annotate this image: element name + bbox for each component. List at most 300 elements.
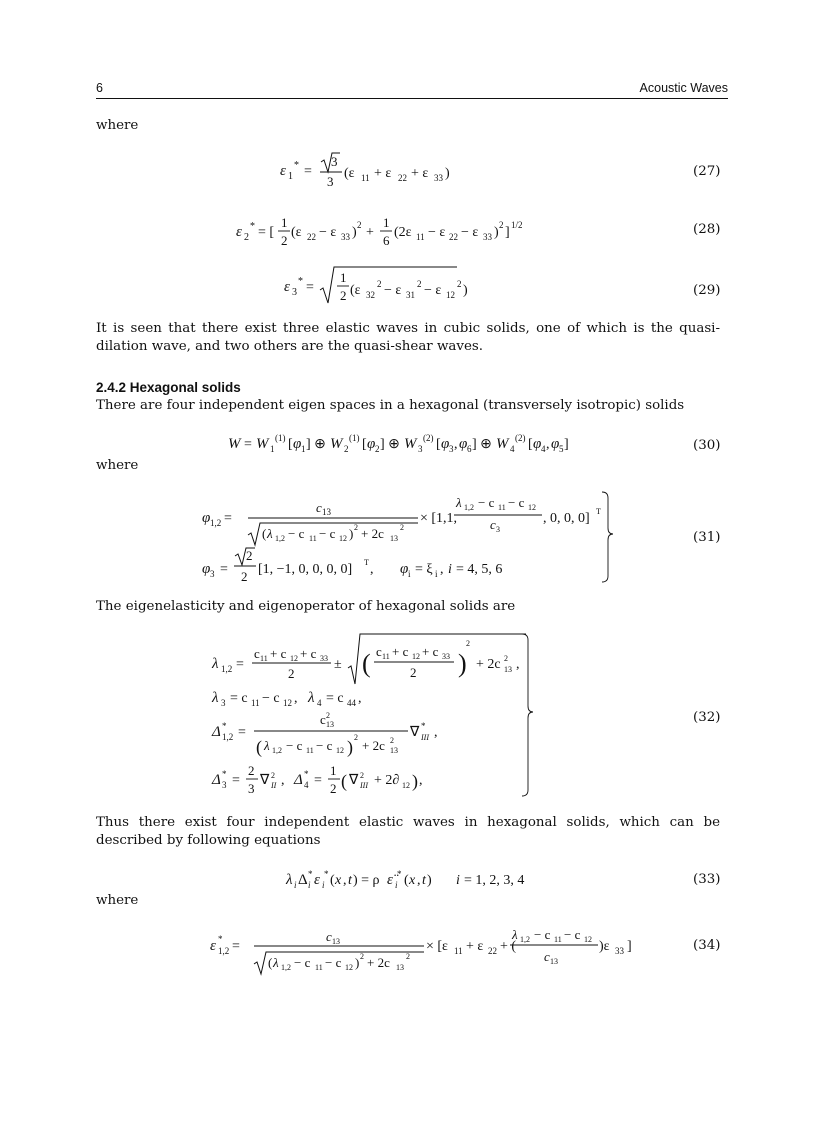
svg-text:Δ: Δ — [212, 724, 221, 740]
svg-text:12: 12 — [528, 503, 536, 512]
svg-text:*: * — [250, 221, 255, 232]
svg-text:− c: − c — [478, 495, 495, 510]
svg-text:1,2: 1,2 — [464, 503, 474, 512]
svg-text:22: 22 — [307, 232, 316, 242]
svg-text:=: = — [220, 562, 228, 577]
svg-text:,: , — [417, 873, 421, 888]
svg-text:1,2: 1,2 — [520, 935, 530, 944]
svg-text:λ: λ — [264, 738, 270, 753]
svg-text:12: 12 — [283, 698, 292, 708]
svg-text:(2): (2) — [515, 433, 526, 443]
svg-text:,: , — [454, 437, 458, 452]
svg-text:2: 2 — [281, 233, 288, 248]
svg-text:3: 3 — [418, 444, 423, 454]
svg-text:(2ε: (2ε — [394, 225, 412, 240]
svg-text:]: ] — [505, 225, 510, 240]
svg-text:x: x — [409, 873, 416, 888]
svg-text:]: ] — [627, 939, 632, 954]
svg-text:22: 22 — [398, 173, 407, 183]
svg-text:4: 4 — [317, 698, 322, 708]
svg-text:W: W — [256, 436, 269, 452]
svg-text:= c: = c — [326, 691, 344, 706]
svg-text:− ε: − ε — [461, 225, 479, 240]
svg-text:] ⊕: ] ⊕ — [306, 437, 326, 452]
equation-28 — [232, 211, 532, 253]
svg-text:2: 2 — [357, 220, 362, 230]
svg-text:2: 2 — [377, 279, 382, 289]
svg-text:c: c — [254, 646, 260, 661]
svg-text:x: x — [335, 873, 342, 888]
svg-text:× [ε: × [ε — [426, 939, 448, 954]
svg-text:c: c — [376, 644, 382, 659]
svg-text:,: , — [281, 773, 285, 788]
equation-32 — [208, 630, 538, 802]
page-number: 6 — [96, 81, 103, 95]
svg-text:φ: φ — [293, 436, 302, 452]
svg-text:(ε: (ε — [344, 166, 355, 181]
svg-text:2: 2 — [354, 733, 358, 742]
svg-text:= [: = [ — [258, 225, 275, 240]
svg-text:2: 2 — [326, 711, 330, 720]
svg-text:i: i — [395, 880, 398, 890]
svg-text:2: 2 — [360, 952, 364, 961]
svg-text:] ⊕: ] ⊕ — [472, 437, 492, 452]
equation-30 — [226, 428, 606, 458]
svg-text:Δ: Δ — [298, 872, 308, 888]
svg-text:*: * — [222, 721, 227, 731]
svg-text:= c: = c — [230, 691, 248, 706]
svg-text:λ: λ — [286, 872, 293, 888]
svg-text:11: 11 — [454, 946, 463, 956]
svg-text:c: c — [490, 517, 496, 532]
svg-text:12: 12 — [412, 652, 420, 661]
svg-text:,: , — [440, 562, 444, 577]
svg-text:(1): (1) — [275, 433, 286, 443]
svg-text:3: 3 — [496, 525, 500, 534]
svg-text:φ: φ — [202, 561, 211, 577]
svg-text:11: 11 — [498, 503, 506, 512]
svg-text:1: 1 — [340, 270, 347, 285]
svg-text:3: 3 — [210, 569, 215, 579]
svg-text:− c: − c — [294, 955, 311, 970]
svg-text:1,2: 1,2 — [272, 746, 282, 755]
svg-text:= 1, 2, 3, 4: = 1, 2, 3, 4 — [464, 873, 525, 888]
svg-text:=: = — [306, 280, 314, 295]
where-label: where — [96, 118, 139, 133]
svg-text:− ε: − ε — [319, 225, 337, 240]
svg-text:ε: ε — [210, 938, 216, 954]
svg-text:2: 2 — [244, 232, 249, 243]
svg-text:(: ( — [404, 873, 409, 888]
svg-text:): ) — [427, 873, 432, 888]
svg-text:=: = — [224, 511, 232, 526]
eq-number-33: (33) — [693, 872, 721, 887]
svg-text:i: i — [308, 880, 311, 890]
svg-text:+ 2c: + 2c — [362, 738, 385, 753]
svg-text:+ c: + c — [392, 644, 409, 659]
svg-text:(: ( — [262, 526, 267, 541]
svg-text:,: , — [516, 657, 520, 672]
svg-text:i: i — [448, 562, 452, 577]
svg-text:2: 2 — [360, 771, 364, 780]
svg-text:=: = — [314, 773, 322, 788]
svg-text:W: W — [330, 436, 343, 452]
svg-text:1,2: 1,2 — [275, 534, 285, 543]
svg-text:6: 6 — [467, 444, 472, 454]
svg-text:)ε: )ε — [599, 939, 610, 954]
svg-text:3: 3 — [248, 781, 255, 796]
svg-text:22: 22 — [488, 946, 497, 956]
svg-text:11: 11 — [309, 534, 317, 543]
svg-text:c: c — [544, 949, 550, 964]
svg-text:+ 2c: + 2c — [361, 526, 384, 541]
svg-text:ε: ε — [314, 872, 320, 888]
equation-29 — [280, 265, 480, 307]
svg-text:i: i — [294, 880, 297, 890]
svg-text:4: 4 — [304, 780, 309, 790]
svg-text:− c: − c — [508, 495, 525, 510]
svg-text:6: 6 — [383, 233, 390, 248]
svg-text:− c: − c — [325, 955, 342, 970]
svg-text:(: ( — [268, 955, 273, 970]
svg-text:= 4, 5, 6: = 4, 5, 6 — [456, 562, 503, 577]
svg-text:+: + — [366, 225, 374, 240]
svg-text:11: 11 — [382, 652, 390, 661]
header-rule — [96, 98, 728, 99]
svg-text:+ c: + c — [270, 646, 287, 661]
svg-text:1/2: 1/2 — [511, 220, 523, 230]
svg-text:φ: φ — [441, 436, 450, 452]
svg-text:2: 2 — [330, 781, 337, 796]
svg-text:(ε: (ε — [291, 225, 302, 240]
svg-text:+ c: + c — [300, 646, 317, 661]
svg-text:13: 13 — [504, 665, 512, 674]
svg-text:φ: φ — [367, 436, 376, 452]
svg-text:): ) — [352, 225, 357, 240]
svg-text:1,2: 1,2 — [218, 946, 230, 956]
svg-text:(1): (1) — [349, 433, 360, 443]
svg-text:λ: λ — [212, 656, 219, 672]
svg-text:11: 11 — [260, 654, 268, 663]
svg-text:12: 12 — [446, 290, 455, 300]
equation-31 — [198, 488, 618, 586]
svg-text:2: 2 — [466, 639, 470, 648]
svg-text:III: III — [360, 781, 368, 790]
svg-text:2: 2 — [241, 569, 248, 584]
where-label: where — [96, 458, 139, 473]
svg-text:): ) — [458, 649, 467, 678]
where-label: where — [96, 893, 139, 908]
svg-text:11: 11 — [251, 698, 260, 708]
svg-text:): ) — [347, 737, 353, 757]
svg-text:(: ( — [256, 737, 262, 757]
svg-text:λ: λ — [456, 495, 462, 510]
svg-text:): ) — [355, 955, 360, 970]
svg-text:): ) — [463, 283, 468, 298]
svg-text:=: = — [238, 725, 246, 740]
svg-text:t: t — [348, 873, 352, 888]
svg-text:λ: λ — [308, 690, 315, 706]
svg-text:Δ: Δ — [212, 772, 221, 788]
svg-text:λ: λ — [212, 690, 219, 706]
svg-text:− ε: − ε — [384, 283, 402, 298]
svg-text:4: 4 — [541, 444, 546, 454]
svg-text:3: 3 — [222, 780, 227, 790]
svg-text:λ: λ — [273, 955, 279, 970]
svg-text:1,2: 1,2 — [210, 518, 222, 528]
svg-text:*: * — [298, 276, 303, 287]
svg-text:1: 1 — [281, 215, 288, 230]
svg-text:*: * — [324, 869, 329, 879]
svg-text:W: W — [404, 436, 417, 452]
svg-text:,: , — [343, 873, 347, 888]
svg-text:1,2: 1,2 — [221, 664, 233, 674]
svg-text:=: = — [232, 939, 240, 954]
svg-text:2: 2 — [375, 444, 380, 454]
svg-text:T: T — [596, 507, 601, 516]
svg-text:2: 2 — [390, 736, 394, 745]
eq-number-31: (31) — [693, 530, 721, 545]
svg-text:− c: − c — [288, 526, 305, 541]
svg-text:ε: ε — [284, 279, 290, 295]
svg-text:11: 11 — [416, 232, 425, 242]
svg-text:2: 2 — [400, 523, 404, 532]
svg-text:3: 3 — [331, 154, 338, 169]
svg-text:φ: φ — [459, 436, 468, 452]
svg-text:− c: − c — [316, 738, 333, 753]
svg-text:[: [ — [362, 437, 367, 452]
svg-text:+ 2∂: + 2∂ — [374, 773, 400, 788]
svg-text:− c: − c — [319, 526, 336, 541]
svg-text:*: * — [222, 769, 227, 779]
equation-27 — [276, 148, 476, 190]
equation-34 — [206, 922, 646, 978]
svg-text:λ: λ — [267, 526, 273, 541]
svg-text:,: , — [370, 562, 374, 577]
svg-text:φ: φ — [551, 436, 560, 452]
svg-text:13: 13 — [322, 507, 331, 517]
svg-text:(: ( — [362, 649, 371, 678]
svg-text:): ) — [412, 771, 418, 791]
svg-text:2: 2 — [354, 523, 358, 532]
svg-text:33: 33 — [341, 232, 350, 242]
svg-text:,: , — [419, 773, 423, 788]
svg-text:i: i — [322, 880, 325, 890]
svg-text:12: 12 — [402, 781, 410, 790]
svg-text:13: 13 — [550, 957, 558, 966]
svg-text:2: 2 — [246, 548, 253, 563]
paragraph-four-waves: Thus there exist four independent elastic waves in hexagonal solids, which can be described by following equations — [96, 815, 720, 848]
svg-text:[: [ — [288, 437, 293, 452]
svg-text:− c: − c — [564, 927, 581, 942]
svg-text:13: 13 — [396, 963, 404, 972]
paragraph-eigenoperator: The eigenelasticity and eigenoperator of hexagonal solids are — [96, 599, 516, 614]
svg-text:λ: λ — [512, 927, 518, 942]
svg-text:∇: ∇ — [410, 725, 420, 740]
svg-text:2: 2 — [504, 654, 508, 663]
eq-number-32: (32) — [693, 710, 721, 725]
svg-text:ε: ε — [236, 224, 242, 240]
svg-text:+ (: + ( — [500, 939, 517, 954]
eq-number-34: (34) — [693, 938, 721, 953]
svg-text:3: 3 — [221, 698, 226, 708]
svg-text:,: , — [358, 691, 362, 706]
svg-text:33: 33 — [615, 946, 624, 956]
svg-text:t: t — [422, 873, 426, 888]
svg-text:): ) — [494, 225, 499, 240]
svg-text:5: 5 — [559, 444, 564, 454]
svg-text:III: III — [421, 733, 429, 742]
svg-text:2: 2 — [406, 952, 410, 961]
svg-text:φ: φ — [202, 510, 211, 526]
svg-text:11: 11 — [315, 963, 323, 972]
svg-text:11: 11 — [554, 935, 562, 944]
svg-text:*: * — [308, 869, 313, 879]
svg-text:33: 33 — [320, 654, 328, 663]
svg-text:W: W — [228, 436, 241, 452]
svg-text:T: T — [364, 558, 369, 567]
svg-text:3: 3 — [449, 444, 454, 454]
svg-text:2: 2 — [271, 771, 275, 780]
svg-text:c: c — [326, 929, 332, 944]
svg-text:±: ± — [334, 657, 342, 672]
svg-text:2: 2 — [417, 279, 422, 289]
svg-text:) = ρ: ) = ρ — [353, 873, 380, 888]
svg-text:22: 22 — [449, 232, 458, 242]
svg-text:44: 44 — [347, 698, 356, 708]
svg-text:+ 2c: + 2c — [476, 657, 501, 672]
svg-text:+ ε: + ε — [374, 166, 392, 181]
svg-text:): ) — [445, 166, 450, 181]
svg-text:1: 1 — [288, 171, 293, 182]
svg-text:+ c: + c — [422, 644, 439, 659]
svg-text:i: i — [435, 569, 438, 579]
svg-text:13: 13 — [390, 534, 398, 543]
svg-text:− c: − c — [262, 691, 280, 706]
svg-text:i: i — [456, 873, 460, 888]
svg-text:,: , — [546, 437, 550, 452]
svg-text:2: 2 — [288, 666, 295, 681]
svg-text:ε: ε — [280, 163, 286, 179]
svg-text:12: 12 — [290, 654, 298, 663]
svg-text:1: 1 — [270, 444, 275, 454]
svg-text:c: c — [316, 500, 322, 515]
svg-text:φ: φ — [533, 436, 542, 452]
svg-text:,: , — [434, 725, 438, 740]
svg-text:+ ε: + ε — [466, 939, 484, 954]
svg-text:11: 11 — [306, 746, 314, 755]
svg-text:13: 13 — [332, 937, 340, 946]
svg-text:3: 3 — [327, 174, 334, 189]
svg-text:2: 2 — [340, 288, 347, 303]
svg-text:2: 2 — [248, 763, 255, 778]
svg-text:11: 11 — [361, 173, 370, 183]
svg-text:1: 1 — [330, 763, 337, 778]
running-title: Acoustic Waves — [639, 81, 728, 95]
svg-text:2: 2 — [499, 220, 504, 230]
svg-text:+ ε: + ε — [411, 166, 429, 181]
svg-text:i: i — [408, 569, 411, 579]
svg-text:*: * — [294, 160, 299, 171]
svg-text:12: 12 — [345, 963, 353, 972]
svg-text:1: 1 — [301, 444, 306, 454]
svg-text:): ) — [349, 526, 354, 541]
section-heading: 2.4.2 Hexagonal solids — [96, 380, 241, 395]
svg-text:Δ: Δ — [294, 772, 303, 788]
svg-text:[1, −1, 0, 0, 0, 0]: [1, −1, 0, 0, 0, 0] — [258, 562, 353, 577]
svg-text:ε̈: ε̈ — [387, 872, 393, 888]
svg-text:2: 2 — [457, 279, 462, 289]
svg-text:φ: φ — [400, 561, 409, 577]
svg-text:1,2: 1,2 — [281, 963, 291, 972]
svg-text:=: = — [232, 773, 240, 788]
svg-text:33: 33 — [434, 173, 443, 183]
svg-text:− ε: − ε — [424, 283, 442, 298]
svg-text:*: * — [397, 869, 402, 879]
eq-number-30: (30) — [693, 438, 721, 453]
svg-text:[: [ — [528, 437, 533, 452]
svg-text:12: 12 — [339, 534, 347, 543]
svg-text:∇: ∇ — [260, 773, 270, 788]
svg-text:12: 12 — [584, 935, 592, 944]
svg-text:*: * — [304, 769, 309, 779]
svg-text:33: 33 — [442, 652, 450, 661]
paragraph-eigen-spaces: There are four independent eigen spaces in a hexagonal (transversely isotropic) solids — [96, 398, 685, 413]
svg-text:× [1,1,: × [1,1, — [420, 511, 458, 526]
svg-text:(ε: (ε — [350, 283, 361, 298]
svg-text:1,2: 1,2 — [222, 732, 234, 742]
svg-text:] ⊕: ] ⊕ — [380, 437, 400, 452]
svg-text:− ε: − ε — [428, 225, 446, 240]
svg-text:W: W — [496, 436, 509, 452]
svg-text:2: 2 — [410, 665, 417, 680]
svg-text:− c: − c — [286, 738, 303, 753]
eq-number-28: (28) — [693, 222, 721, 237]
svg-text:=: = — [304, 164, 312, 179]
svg-text:]: ] — [564, 437, 569, 452]
equation-33 — [284, 866, 544, 894]
svg-text:33: 33 — [483, 232, 492, 242]
svg-text:(: ( — [330, 873, 335, 888]
svg-text:2: 2 — [344, 444, 349, 454]
svg-text:12: 12 — [336, 746, 344, 755]
svg-text:31: 31 — [406, 290, 415, 300]
svg-text:,: , — [294, 691, 298, 706]
svg-text:(2): (2) — [423, 433, 434, 443]
svg-text:c: c — [320, 712, 326, 727]
svg-text:*: * — [421, 721, 426, 731]
svg-text:3: 3 — [292, 287, 297, 298]
svg-text:(: ( — [341, 771, 347, 791]
svg-text:=: = — [244, 437, 252, 452]
svg-text:, 0, 0, 0]: , 0, 0, 0] — [543, 511, 590, 526]
svg-text:∇: ∇ — [349, 773, 359, 788]
eq-number-29: (29) — [693, 283, 721, 298]
svg-text:+ 2c: + 2c — [367, 955, 390, 970]
svg-text:*: * — [218, 934, 223, 944]
svg-text:− c: − c — [534, 927, 551, 942]
svg-text:[: [ — [436, 437, 441, 452]
svg-text:13: 13 — [326, 720, 334, 729]
svg-text:=: = — [236, 657, 244, 672]
eq-number-27: (27) — [693, 164, 721, 179]
svg-text:II: II — [271, 781, 277, 790]
svg-text:1: 1 — [383, 215, 390, 230]
paragraph-cubic-waves: It is seen that there exist three elastic waves in cubic solids, one of which is the quasi-dilation wave, and two others are the quasi-shear waves. — [96, 321, 720, 354]
svg-text:32: 32 — [366, 290, 375, 300]
svg-text:= ξ: = ξ — [415, 562, 433, 577]
svg-text:13: 13 — [390, 746, 398, 755]
